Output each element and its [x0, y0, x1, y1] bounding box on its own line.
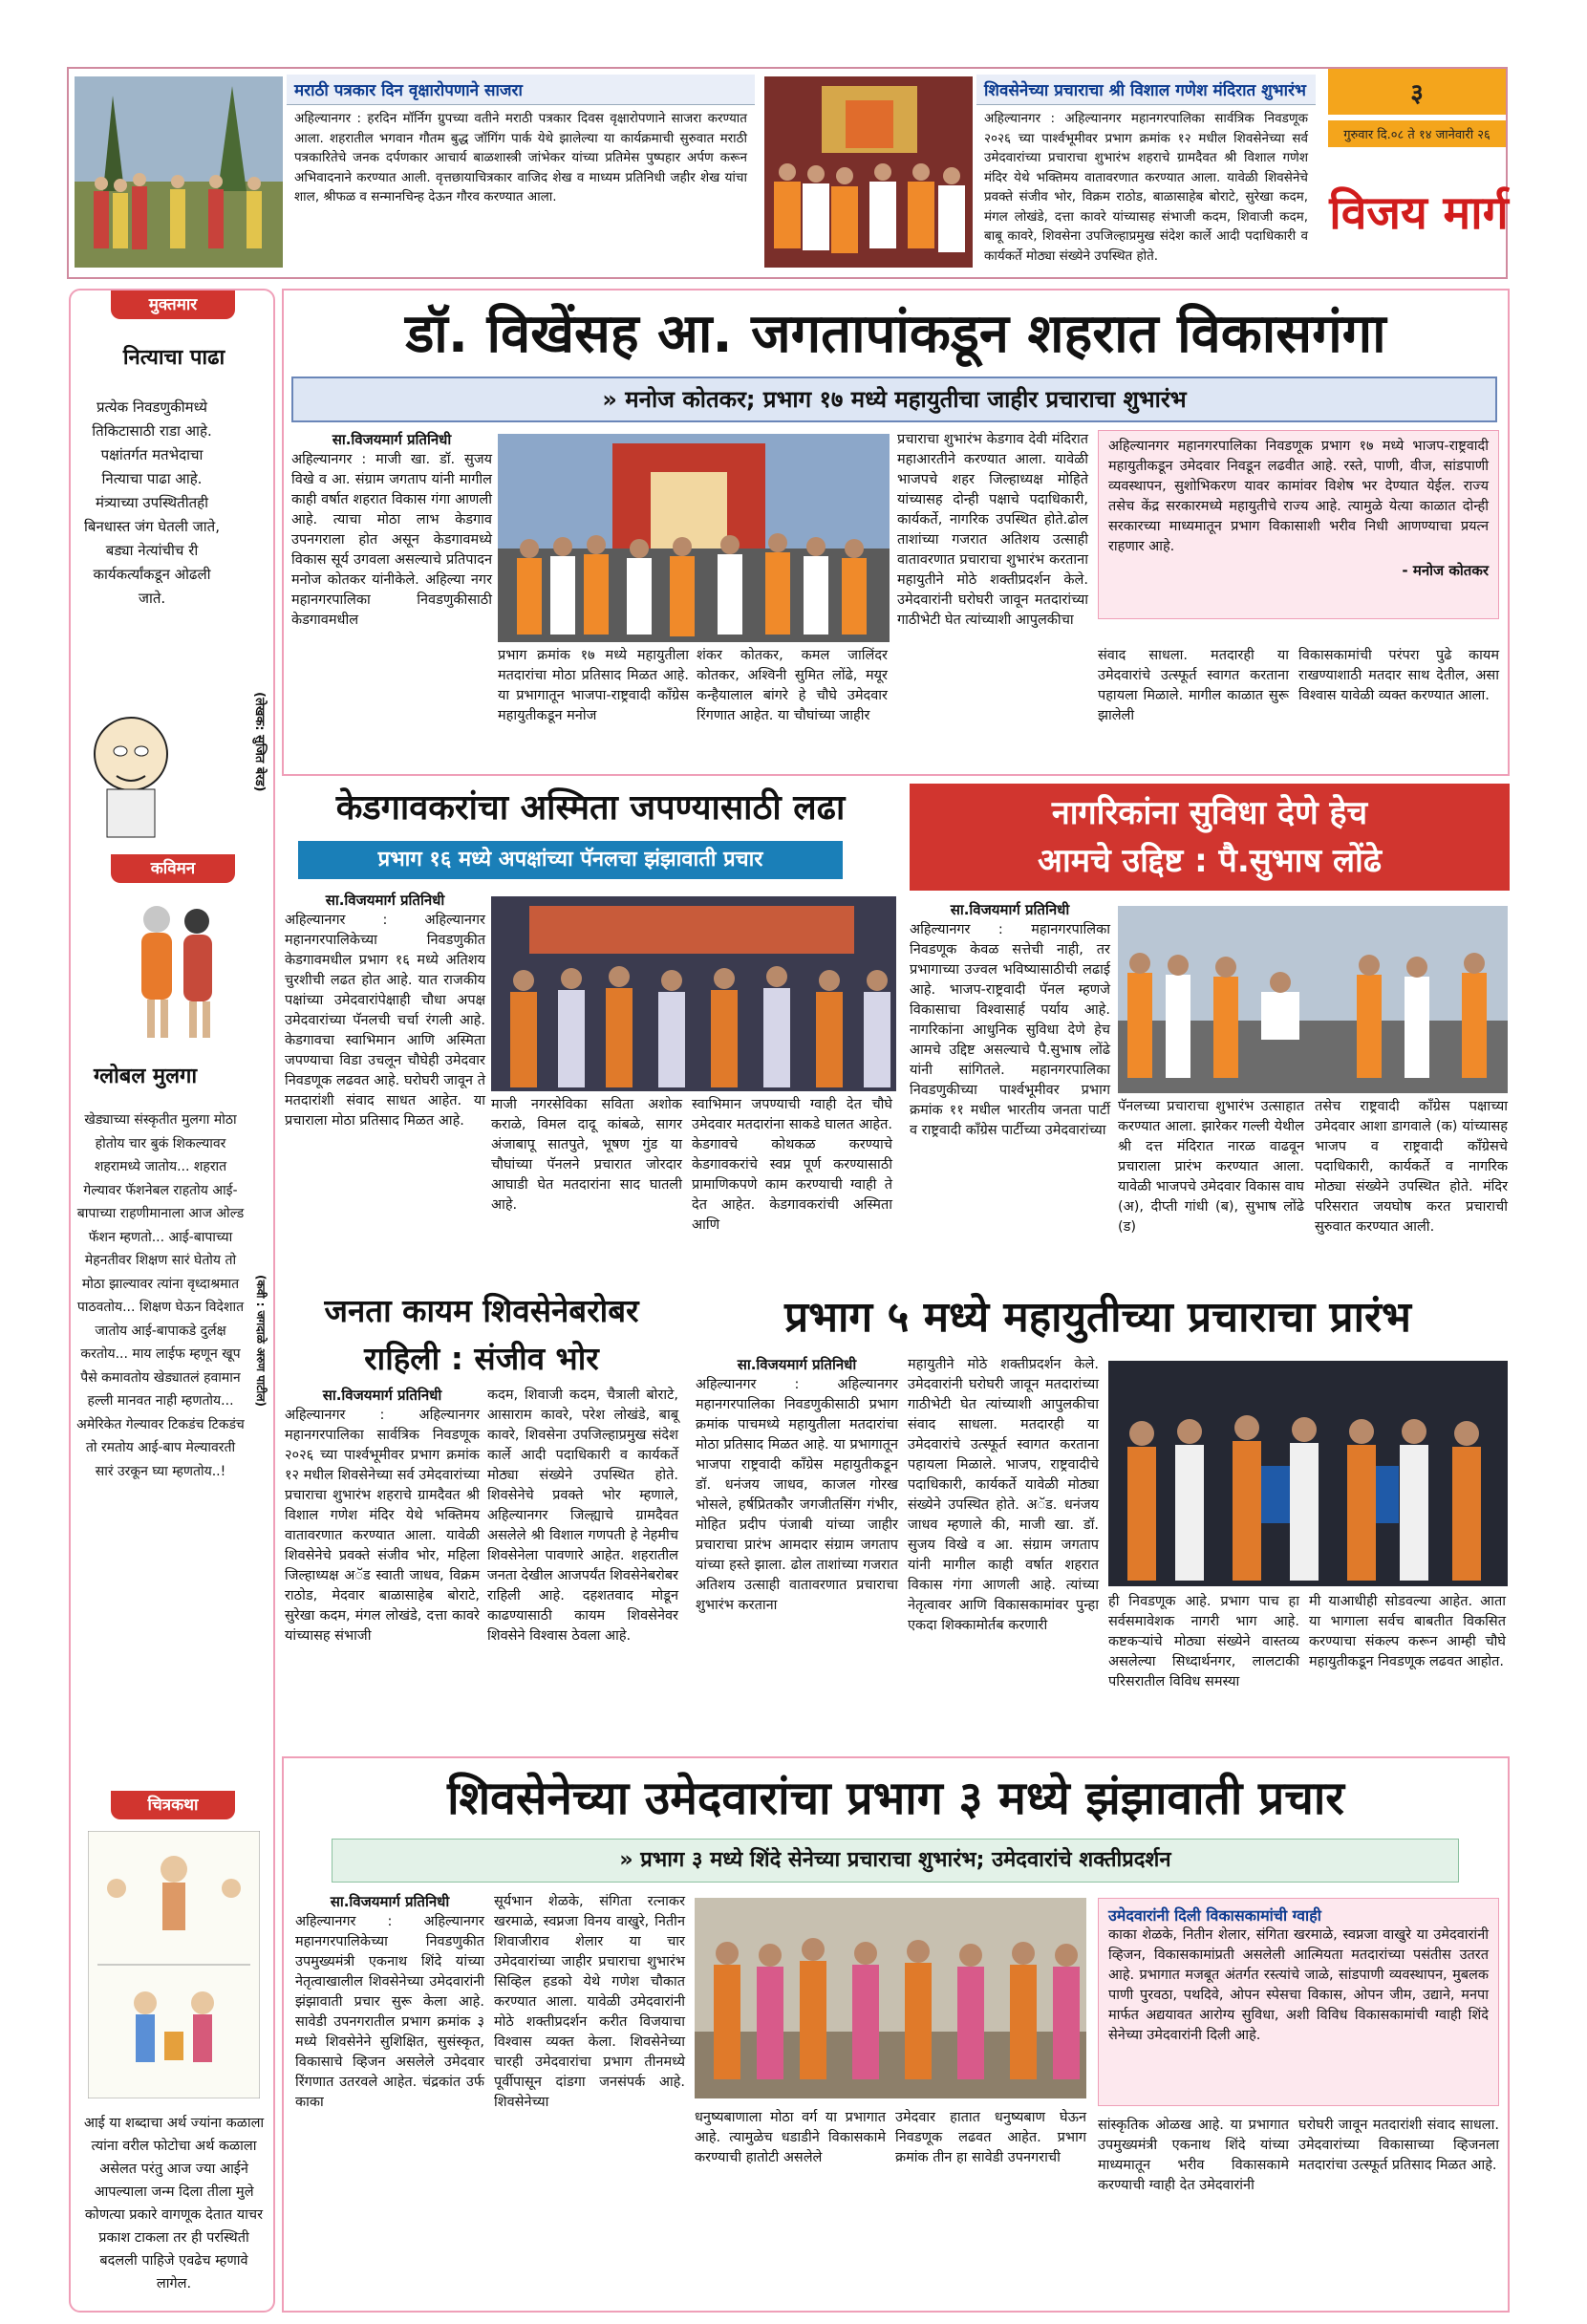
byline: सा.विजयमार्ग प्रतिनिधी	[322, 1387, 442, 1404]
tree-plantation-photo	[75, 76, 283, 268]
cartoon-man-illustration	[78, 701, 183, 845]
prabhag5-headline: प्रभाग ५ मध्ये महायुतीच्या प्रचाराचा प्रारंभ	[784, 1293, 1411, 1342]
issue-date: गुरुवार दि.०८ ते १४ जानेवारी २६	[1328, 120, 1506, 147]
londe-campaign-photo	[1118, 906, 1508, 1093]
quote-author: - मनोज कोतकर	[1402, 562, 1489, 579]
bottom-story-box	[282, 1756, 1510, 2313]
story-title: मराठी पत्रकार दिन वृक्षारोपणाने साजरा	[287, 75, 755, 105]
poem-text: खेड्याच्या संस्कृतीत मुलगा मोठा होतोय चार बुकं शिकल्यावर शहरामध्ये जातोय... शहरात गेल्यावर फॅशनेबल राहतोय आई-बापाच्या राहणीमानाला आज ओल्ड फॅशन म्हणतो... आई-बापाच्या मेहनतीवर शिक्षण सारं घेतोय तो मोठा झाल्यावर त्यांना वृध्दाश्रमात पाठवतोय... शिक्षण घेऊन विदेशात जातोय आई-बापाकडे दुर्लक्ष करतोय... माय लाईफ म्हणून खूप पैसे कमावतोय खेड्यातलं हवामान हल्ली मानवत नाही म्हणतोय... अमेरिकेत गेल्यावर टिकडंच टिकडंच तो रमतोय आई-बाप मेल्यावरती सारं उरकून घ्या म्हणतोय..!	[76, 1112, 245, 1479]
chitrakatha-text: आई या शब्दाचा अर्थ ज्यांना कळाला त्यांना वरील फोटोचा अर्थ कळाला असेलत परंतु आज ज्या आईने आपल्याला जन्म दिला तीला मुले कोणत्या प्रकारे वागणूक देतात याचर प्रकाश टाकला तर ही परस्थिती बदलली पाहिजे एवढेच म्हणावे लागेल.	[83, 2116, 265, 2292]
bhor-headline-1: जनता कायम शिवसेनेबरोबर	[324, 1292, 639, 1329]
londe-headline-1: नागरिकांना सुविधा देणे हेच	[1051, 794, 1368, 832]
bottom-text-4: उमेदवार हातात धनुष्यबाण घेऊन निवडणूक लढवत आहेत. प्रभाग क्रमांक तीन हा सावेडी उपनगराची	[895, 2110, 1086, 2165]
bottom-text-1: अहिल्यानगर : अहिल्यानगर महानगरपालिकेच्या निवडणुकीत उपमुख्यमंत्री एकनाथ शिंदे यांच्या नेतृत्वाखालील शिवसेनेच्या उमेदवारांनी झंझावाती प्रचार सुरू केला आहे. सावेडी उपनगरातील प्रभाग क्रमांक ३ मध्ये शिवसेनेने सुशिक्षित, सुसंस्कृत, विकासाचे व्हिजन असलेले उमेदवार रिंगणात उतरवले आहेत. चंद्रकांत उर्फ काका	[295, 1914, 484, 2110]
temple-ceremony-photo	[764, 76, 973, 268]
lead-headline: डॉ. विखेंसह आ. जगतापांकडून शहरात विकासगंगा	[405, 303, 1386, 365]
lead-text-3: शंकर कोतकर, कमल जालिंदर कोतकर, अश्विनी सुमित लोंढे, मयूर कन्हैयालाल बांगरे हे चौघे उमेदवार रिंगणात आहेत. या चौघांच्या जाहीर	[697, 648, 888, 723]
londe-headline-block	[910, 784, 1510, 891]
bottom-text-6: घरोघरी जावून मतदारांशी संवाद साधला. उमेदवारांच्या विकासाच्या व्हिजनला मतदारांचा उत्स्फूर्त प्रतिसाद मिळत आहे.	[1298, 2118, 1499, 2173]
lead-story-box	[282, 289, 1510, 776]
bhor-text-2: कदम, शिवाजी कदम, चैत्राली बोराटे, आसाराम कावरे, परेश लोखंडे, बाबू कावरे, शिवसेना उपजिल्हाप्रमुख संदेश कार्ले आदी पदाधिकारी व कार्यकर्ते मोठ्या संख्येने उपस्थित होते. शिवसेनेचे प्रवक्ते भोर म्हणाले, अहिल्यानगर जिल्ह्याचे ग्रामदैवत असलेले श्री विशाल गणपती हे नेहमीच शिवसेनेला पावणारे आहेत. शहरातील जनता देखील आजपर्यंत शिवसेनेबरोबर राहिली आहे. दहशतवाद मोडून काढण्यासाठी कायम शिवसेनेवर शिवसेने विश्वास ठेवला आहे.	[487, 1388, 678, 1644]
bottom-col-1	[295, 1892, 484, 2113]
lead-text-2: प्रभाग क्रमांक १७ मध्ये महायुतीला मतदारांचा मोठा प्रतिसाद मिळत आहे. या प्रभागातून भाजपा-राष्ट्रवादी कॉंग्रेस महायुतीकडून मनोज	[498, 648, 689, 723]
story-text: अहिल्यानगर : अहिल्यानगर महानगरपालिका सार्वत्रिक निवडणूक २०२६ च्या पार्श्वभूमीवर प्रभाग क्रमांक १२ मधील शिवसेनेच्या सर्व उमेदवारांच्या प्रचाराचा शुभारंभ शहराचे ग्रामदैवत श्री विशाल गणेश मंदिर येथे भक्तिमय वातावरणात करण्यात आला. यावेळी शिवसेनेचे प्रवक्ते संजीव भोर, विक्रम राठोड, बाळासाहेब बोराटे, सुरेखा कदम, मंगल लोखंडे, दत्ता कावरे यांच्यासह संभाजी कदम, शिवाजी कदम, बाबू कावरे, शिवसेना उपजिल्हाप्रमुख संदेश कार्ले आदी पदाधिकारी व कार्यकर्ते मोठ्या संख्येने उपस्थित होते.	[984, 111, 1308, 264]
column-credit: (लेखक: सुजित बेरड)	[252, 692, 267, 792]
lead-col-1	[291, 430, 492, 631]
poem-title: ग्लोबल मुलगा	[94, 1065, 198, 1088]
prabhag5-text-4: मी याआधीही सोडवल्या आहेत. आता या भागाला सर्वच बाबतीत विकसित करण्याचा संकल्प करून आम्ही चौघे महायुतीकडून निवडणूक लढवत आहोत.	[1309, 1594, 1506, 1669]
old-couple-illustration	[109, 891, 243, 1044]
bottom-rally-photo	[695, 1898, 1086, 2098]
londe-headline-2: आमचे उद्दिष्ट : पै.सुभाष लोंढे	[1038, 842, 1382, 880]
lead-quote-box	[1098, 430, 1499, 619]
mother-cartoon-illustration	[88, 1831, 260, 2098]
poem-credit: (कवी : जगदाळे अरुण पाटील)	[254, 1275, 268, 1407]
lead-subheadline: » मनोज कोतकर; प्रभाग १७ मध्ये महायुतीचा जाहीर प्रचाराचा शुभारंभ	[291, 377, 1497, 422]
story-text: अहिल्यानगर : हरदिन मॉर्निग ग्रुपच्या वतीने मराठी पत्रकार दिवस वृक्षारोपणाने साजरा करण्यात आला. शहरातील भगवान गौतम बुद्ध जॉगिंग पार्क येथे झालेल्या या कार्यक्रमाची सुरुवात मराठी पत्रकारितेचे जनक दर्पणकार आचार्य बाळशास्त्री जांभेकर यांच्या प्रतिमेस पुष्पहार अर्पण करून अभिवादनाने करण्यात आली. वृत्तछायाचित्रकार वाजिद शेख व माध्यम प्रतिनिधी जहीर शेख यांचा शाल, श्रीफळ व सन्मानचिन्ह देऊन गौरव करण्यात आला.	[294, 111, 747, 204]
lead-text-1: अहिल्यानगर : माजी खा. डॉ. सुजय विखे व आ. संग्राम जगताप यांनी मागील काही वर्षात शहरात विकास गंगा आणली आहे. त्याचा मोठा लाभ केडगाव उपनगराला होत असून केडगावमध्ये विकास सूर्य उगवला असल्याचे प्रतिपादन मनोज कोतकर यांनीकेले. अहिल्या नगर महानगरपालिका निवडणुकीसाठी केडगावमधील	[291, 452, 492, 628]
londe-text-1: अहिल्यानगर : महानगरपालिका निवडणूक केवळ सत्तेची नाही, तर प्रभागाच्या उज्वल भविष्यासाठीची लढाई आहे. भाजप-राष्ट्रवादी पॅनल म्हणजे विकासाचा विश्वासार्ह पर्याय आहे. नागरिकांना आधुनिक सुविधा देणे हेच आमचे उद्दिष्ट असल्याचे पै.सुभाष लोंढे यांनी सांगितले. महानगरपालिका निवडणुकीच्या पार्श्वभूमीवर प्रभाग क्रमांक ११ मधील भारतीय जनता पार्टी व राष्ट्रवादी कॉंग्रेस पार्टीच्या उमेदवारांच्या	[910, 922, 1110, 1138]
section-head-kaviman: कविमन	[111, 854, 235, 883]
story-title: शिवसेनेच्या प्रचाराचा श्री विशाल गणेश मंदिरात शुभारंभ	[976, 75, 1316, 105]
bottom-text-2: सूर्यभान शेळके, संगिता रत्नाकर खरमाळे, स्वप्नजा विनय वाखुरे, नितीन शिवाजीराव शेलार या चार उमेदवारांच्या जाहीर प्रचाराचा शुभारंभ सिव्हिल हडको येथे गणेश चौकात करण्यात आला. यावेळी उमेदवारांनी मोठे शक्तीप्रदर्शन करीत विजयाचा विश्वास व्यक्त केला. शिवसेनेच्या चारही उमेदवारांचा प्रभाग तीनमध्ये पूर्वीपासून दांडगा जनसंपर्क आहे. शिवसेनेच्या	[494, 1894, 685, 2110]
kedgaon-text-1: अहिल्यानगर : अहिल्यानगर महानगरपालिकेच्या निवडणुकीत केडगावमधील प्रभाग १६ मध्ये अतिशय चुरशीची लढत होत आहे. यात राजकीय पक्षांच्या उमेदवारांपेक्षाही चौधा अपक्ष उमेदवारांच्या पॅनलची चर्चा रंगली आहे. केडगावचा स्वाभिमान आणि अस्मिता जपण्याचा विडा उचलून चौघेही उमेदवार निवडणूक लढवत आहे. घरोघरी जावून ते मतदारांशी संवाद साधत आहेत. या प्रचाराला मोठा प्रतिसाद मिळत आहे.	[285, 913, 485, 1129]
londe-col-1	[910, 900, 1110, 1141]
bottom-highlight-box	[1098, 1898, 1499, 2106]
byline: सा.विजयमार्ग प्रतिनिधी	[950, 901, 1070, 918]
prabhag5-text-2: महायुतीने मोठे शक्तीप्रदर्शन केले. उमेदवारांनी घरोघरी जावून मतदारांच्या गाठीभेटी घेत त्यांच्याशी आपुलकीचा संवाद साधला. मतदारही या उमेदवारांचे उत्स्फूर्त स्वागत करताना पहायला मिळाले. भाजप, राष्ट्रवादीचे पदाधिकारी, कार्यकर्ते यावेळी मोठ्या संख्येने उपस्थित होते. अॅड. धनंजय जाधव म्हणाले की, माजी खा. डॉ. सुजय विखे व आ. संग्राम जगताप यांनी मागील काही वर्षात शहरात विकास गंगा आणली आहे. त्यांच्या नेतृत्वावर आणि विकासकामांवर पुन्हा एकदा शिक्कामोर्तब करणारी	[908, 1357, 1099, 1633]
highlight-title: उमेदवारांनी दिली विकासकामांची ग्वाही	[1108, 1906, 1321, 1925]
top-news-strip	[67, 67, 1508, 279]
section-head-chitrakatha: चित्रकथा	[111, 1791, 235, 1819]
byline: सा.विजयमार्ग प्रतिनिधी	[332, 431, 452, 448]
kedgaon-text-2: माजी नगरसेविका सविता अशोक कराळे, विमल दादू कांबळे, सागर अंजाबापू सातपुते, भूषण गुंड या चौघांच्या पॅनलने प्रचारात जोरदार आघाडी घेत मतदारांना साद घातली आहे.	[491, 1097, 682, 1213]
lead-text-6: विकासकामांची परंपरा पुढे कायम राखण्याशाठी मतदार साथ देतील, असा विश्वास यावेळी व्यक्त करण्यात आला.	[1298, 648, 1499, 703]
kedgaon-col-1	[285, 891, 485, 1131]
bottom-text-5: सांस्कृतिक ओळख आहे. या प्रभागात उपमुख्यमंत्री एकनाथ शिंदे यांच्या माध्यमातून भरीव विकासकामे करण्याची ग्वाही देत उमेदवारांनी	[1098, 2118, 1289, 2193]
quote-text: अहिल्यानगर महानगरपालिका निवडणूक प्रभाग १७ मध्ये भाजप-राष्ट्रवादी महायुतीकडून उमेदवार निवडून लढवीत आहे. रस्ते, पाणी, वीज, सांडपाणी व्यवस्थापन, सुशोभिकरण यावर कामांवर विशेष भर देण्यात येईल. राज्य तसेच केंद्र सरकारमध्ये महायुतीचे राज्य आहे. त्यामुळे येत्या काळात दोन्ही सरकारच्या माध्यमातून प्रभाग विकासाशी भरीव निधी आणण्याचा प्रयत्न राहणार आहे.	[1108, 439, 1489, 554]
kedgaon-headline: केडगावकरांचा अस्मिता जपण्यासाठी लढा	[335, 788, 846, 828]
column-title: नित्याचा पाढा	[122, 346, 225, 370]
bottom-headline: शिवसेनेच्या उमेदवारांचा प्रभाग ३ मध्ये झंझावाती प्रचार	[447, 1772, 1344, 1825]
bhor-text-1: अहिल्यानगर : अहिल्यानगर महानगरपालिका सार्वत्रिक निवडणूक २०२६ च्या पार्श्वभूमीवर प्रभाग क्रमांक १२ मधील शिवसेनेच्या सर्व उमेदवारांच्या प्रचाराचा शुभारंभ शहराचे ग्रामदैवत श्री विशाल गणेश मंदिर येथे भक्तिमय वातावरणात करण्यात आला. यावेळी शिवसेनेचे प्रवक्ते संजीव भोर, महिला जिल्हाध्यक्ष अॅड स्वाती जाधव, विक्रम राठोड, मेदवार बाळासाहेब बोराटे, सुरेखा कदम, मंगल लोखंडे, दत्ता कावरे यांच्यासह संभाजी	[285, 1408, 480, 1644]
bottom-subheadline: » प्रभाग ३ मध्ये शिंदे सेनेच्या प्रचाराचा शुभारंभ; उमेदवारांचे शक्तीप्रदर्शन	[332, 1839, 1459, 1883]
byline: सा.विजयमार्ग प्रतिनिधी	[737, 1356, 857, 1373]
lead-text-5: संवाद साधला. मतदारही या उमेदवारांचे उत्स्फूर्त स्वागत करताना पहायला मिळाले. मागील काळात सुरू झालेली	[1098, 648, 1289, 723]
kedgaon-subheadline: प्रभाग १६ मध्ये अपक्षांच्या पॅनलचा झंझावाती प्रचार	[298, 841, 843, 879]
prabhag5-col-1	[696, 1355, 898, 1616]
masthead-logo	[1328, 155, 1510, 268]
kedgaon-text-3: स्वाभिमान जपण्याची ग्वाही देत चौघे उमेदवार मतदारांना साकडे घालत आहेत. केडगावचे कोथकळ करण्याचे केडगावकरांचे स्वप्न पूर्ण करण्यासाठी प्रामाणिकपणे काम करण्याची ग्वाही ते देत आहेत. केडगावकरांची अस्मिता आणि	[692, 1097, 892, 1233]
bhor-headline-2: राहिली : संजीव भोर	[364, 1340, 599, 1377]
left-sidebar	[69, 289, 275, 2313]
highlight-text: काका शेळके, नितीन शेलार, संगिता खरमाळे, स्वप्नजा वाखुरे या उमेदवारांनी व्हिजन, विकासकामांप्रती असलेली आत्मियता मतदारांच्या पसंतीस उतरत आहे. प्रभागात मजबूत अंतर्गत रस्त्यांचे जाळे, सांडपाणी व्यवस्थापन, मुबलक पाणी पुरवठा, पथदिवे, ओपन स्पेसचा विकास, ओपन जीम, उद्याने, मनपा मार्फत अद्ययावत आरोग्य सुविधा, अशी विविध विकासकामांची ग्वाही शिंदे सेनेच्या उमेदवारांनी दिली आहे.	[1108, 1927, 1489, 2043]
byline: सा.विजयमार्ग प्रतिनिधी	[325, 892, 445, 909]
londe-text-2: पॅनलच्या प्रचाराचा शुभारंभ उत्साहात करण्यात आला. झारेकर गल्ली येथील श्री दत्त मंदिरात नारळ वाढवून प्रचाराला प्रारंभ करण्यात आला. यावेळी भाजपचे उमेदवार विकास वाघ (अ), दीप्ती गांधी (ब), सुभाष लोंढे (ड)	[1118, 1099, 1304, 1235]
prabhag5-rally-photo	[1108, 1361, 1508, 1586]
masthead-text: विजय मार्ग	[1329, 185, 1509, 240]
bottom-text-3: धनुष्यबाणाला मोठा वर्ग या प्रभागात आहे. त्यामुळेच धडाडीने विकासकामे करण्याची हातोटी असलेले	[695, 2110, 886, 2165]
column-text: प्रत्येक निवडणुकीमध्ये तिकिटासाठी राडा आहे. पक्षांतर्गत मतभेदाचा नित्याचा पाढा आहे. मंत्र्याच्या उपस्थितीतही बिनधास्त जंग घेतली जाते, बड्या नेत्यांचीच री कार्यकर्त्यांकडून ओढली जाते.	[84, 398, 220, 607]
prabhag5-text-3: ही निवडणूक आहे. प्रभाग पाच हा सर्वसमावेशक नागरी भाग आहे. कष्टकऱ्यांचे मोठ्या संख्येने वास्तव्य असलेल्या सिध्दार्थनगर, लालटाकी परिसरातील विविध समस्या	[1108, 1594, 1299, 1689]
prabhag5-text-1: अहिल्यानगर : अहिल्यानगर महानगरपालिका निवडणुकीसाठी प्रभाग क्रमांक पाचमध्ये महायुतीला मतदारांचा मोठा प्रतिसाद मिळत आहे. या प्रभागातून भाजपा राष्ट्रवादी कॉंग्रेस महायुतीकडून डॉ. धनंजय जाधव, काजल गोरख भोसले, हर्षप्रितकौर जगजीतसिंग गंभीर, मोहित प्रदीप पंजाबी यांच्या जाहीर प्रचाराचा प्रारंभ आमदार संग्राम जगताप यांच्या हस्ते झाला. ढोल ताशांच्या गजरात अतिशय उत्साही वातावरणात प्रचाराचा शुभारंभ करताना	[696, 1377, 898, 1613]
section-head-muktamar: मुक्तमार	[111, 290, 235, 319]
top-story-tree-plantation	[287, 75, 755, 271]
top-story-shivsena-temple	[976, 75, 1316, 271]
londe-text-3: तसेच राष्ट्रवादी कॉंग्रेस पक्षाच्या उमेदवार आशा डागवाले (क) यांच्यासह भाजप व राष्ट्रवादी कॉंग्रेसचे पदाधिकारी, कार्यकर्ते व नागरिक मोठ्या संख्येने उपस्थित होते. मंदिर परिसरात जयघोष करत प्रचाराची सुरुवात करण्यात आली.	[1315, 1099, 1508, 1235]
byline: सा.विजयमार्ग प्रतिनिधी	[330, 1893, 450, 1910]
lead-rally-photo	[498, 434, 890, 642]
page-number: ३	[1328, 69, 1506, 115]
bhor-col-1	[285, 1386, 480, 1646]
kedgaon-panel-photo	[491, 896, 896, 1091]
lead-text-4: प्रचाराचा शुभारंभ केडगाव देवी मंदिरात महाआरतीने करण्यात आला. यावेळी भाजपचे शहर जिल्हाध्यक्ष मोहिते यांच्यासह दोन्ही पक्षाचे पदाधिकारी, कार्यकर्ते, नागरिक उपस्थित होते.ढोल ताशांच्या गजरात अतिशय उत्साही वातावरणात प्रचाराचा शुभारंभ करताना महायुतीने मोठे शक्तीप्रदर्शन केले. उमेदवारांनी घरोघरी जावून मतदारांच्या गाठीभेटी घेत त्यांच्याशी आपुलकीचा	[897, 432, 1088, 628]
